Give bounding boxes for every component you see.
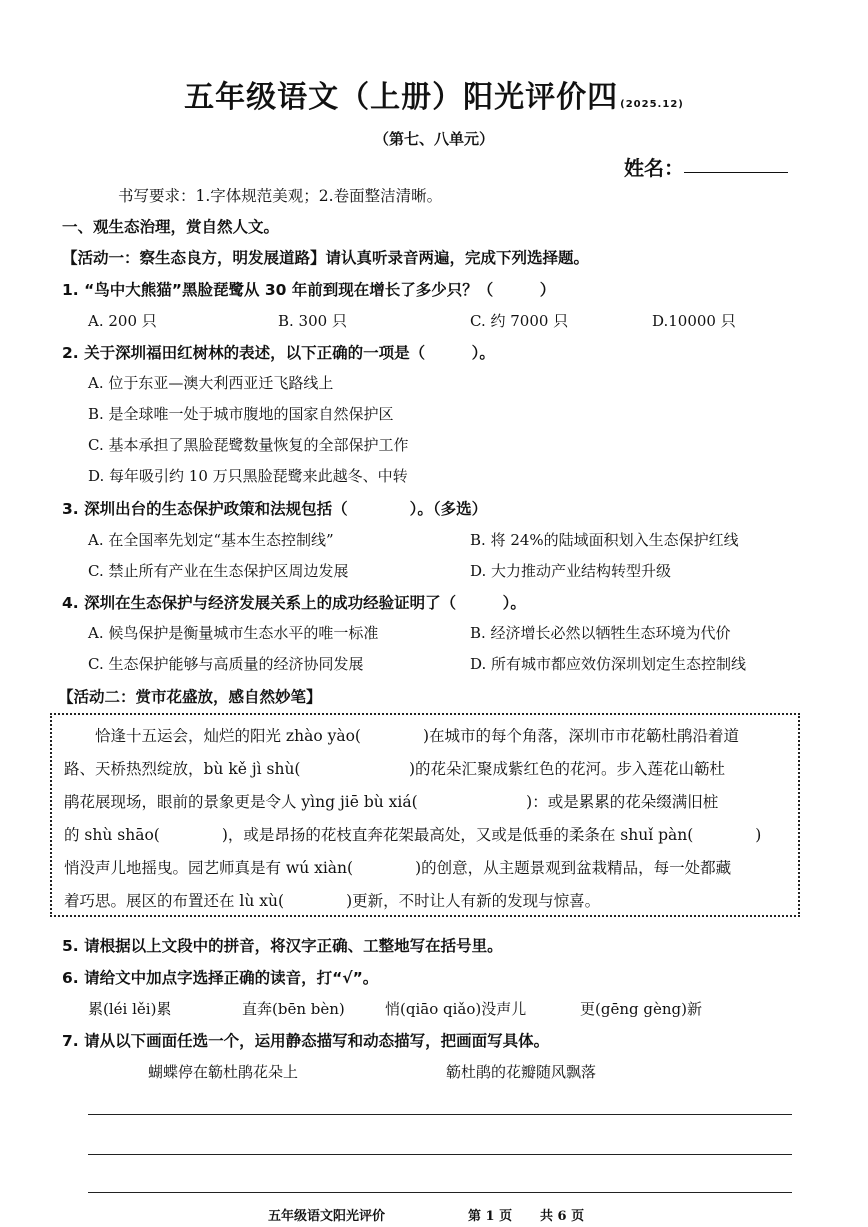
q6-item-2[interactable]: 直奔(bēn bèn): [242, 1000, 345, 1018]
q2-option-c[interactable]: C. 基本承担了黑脸琵鹭数量恢复的全部保护工作: [88, 436, 409, 454]
question-1: 1. “鸟中大熊猫”黑脸琵鹭从 30 年前到现在增长了多少只？（ ）: [62, 281, 556, 299]
q4-option-a[interactable]: A. 候鸟保护是衡量城市生态水平的唯一标准: [88, 624, 379, 642]
activity-one-heading: 【活动一：察生态良方，明发展道路】请认真听录音两遍，完成下列选择题。: [62, 249, 590, 267]
question-2: 2. 关于深圳福田红树林的表述，以下正确的一项是（ ）。: [62, 344, 495, 362]
question-4: 4. 深圳在生态保护与经济发展关系上的成功经验证明了（ ）。: [62, 594, 526, 612]
name-label: 姓名：: [624, 156, 684, 180]
q6-item-4[interactable]: 更(gēng gèng)新: [580, 1000, 702, 1018]
passage-line: 悄没声儿地摇曳。园艺师真是有 wú xiàn( )的创意，从主题景观到盆栽精品，每一处都藏: [64, 859, 732, 877]
title-text: 五年级语文（上册）阳光评价四: [184, 80, 619, 115]
q6-item-1[interactable]: 累(léi lěi)累: [88, 1000, 172, 1018]
q2-option-d[interactable]: D. 每年吸引约 10 万只黑脸琵鹭来此越冬、中转: [88, 467, 408, 485]
q1-option-d[interactable]: D.10000 只: [652, 312, 736, 330]
passage-line: 着巧思。展区的布置还在 lù xù( )更新，不时让人有新的发现与惊喜。: [64, 892, 601, 910]
q7-choice-1: 蝴蝶停在簕杜鹃花朵上: [148, 1063, 299, 1081]
passage-line: 的 shù shāo( )，或是昂扬的花枝直奔花架最高处，又或是低垂的柔条在 shuǐ pàn( ): [64, 826, 762, 844]
activity-two-heading: 【活动二：赏市花盛放，感自然妙笔】: [58, 688, 322, 706]
passage-line: 恰逢十五运会，灿烂的阳光 zhào yào( )在城市的每个角落，深圳市市花簕杜鹃沿着道: [64, 727, 740, 745]
question-3: 3. 深圳出台的生态保护政策和法规包括（ ）。（多选）: [62, 500, 488, 518]
exam-date: (2025.12): [620, 99, 684, 110]
answer-line[interactable]: [88, 1114, 792, 1115]
q1-option-c[interactable]: C. 约 7000 只: [470, 312, 569, 330]
q3-option-b[interactable]: B. 将 24%的陆域面积划入生态保护红线: [470, 531, 739, 549]
q2-option-b[interactable]: B. 是全球唯一处于城市腹地的国家自然保护区: [88, 405, 394, 423]
q6-item-3[interactable]: 悄(qiāo qiǎo)没声儿: [385, 1000, 527, 1018]
footer-page-number: 第 1 页: [468, 1209, 513, 1224]
q4-option-c[interactable]: C. 生态保护能够与高质量的经济协同发展: [88, 655, 364, 673]
writing-requirements: 书写要求：1.字体规范美观；2.卷面整洁清晰。: [118, 187, 443, 205]
footer-title: 五年级语文阳光评价: [268, 1209, 386, 1224]
q1-option-a[interactable]: A. 200 只: [88, 312, 157, 330]
answer-line[interactable]: [88, 1154, 792, 1155]
q2-option-a[interactable]: A. 位于东亚—澳大利西亚迁飞路线上: [88, 374, 334, 392]
q7-choice-2: 簕杜鹃的花瓣随风飘落: [446, 1063, 597, 1081]
q3-option-c[interactable]: C. 禁止所有产业在生态保护区周边发展: [88, 562, 349, 580]
question-6: 6. 请给文中加点字选择正确的读音，打“√”。: [62, 969, 379, 987]
subtitle: （第七、八单元）: [373, 130, 494, 148]
passage-line: 鹃花展现场，眼前的景象更是令人 yìng jiē bù xiá( )：或是累累的花朵缀满旧桩: [64, 793, 719, 811]
question-7: 7. 请从以下画面任选一个，运用静态描写和动态描写，把画面写具体。: [62, 1032, 550, 1050]
footer-page-total: 共 6 页: [540, 1209, 585, 1224]
answer-line[interactable]: [88, 1192, 792, 1193]
q3-option-d[interactable]: D. 大力推动产业结构转型升级: [470, 562, 672, 580]
section-heading: 一、观生态治理，赏自然人文。: [62, 218, 280, 236]
q1-option-b[interactable]: B. 300 只: [278, 312, 347, 330]
q3-option-a[interactable]: A. 在全国率先划定“基本生态控制线”: [88, 531, 334, 549]
q4-option-b[interactable]: B. 经济增长必然以牺牲生态环境为代价: [470, 624, 731, 642]
name-field[interactable]: [684, 172, 788, 173]
question-5: 5. 请根据以上文段中的拼音，将汉字正确、工整地写在括号里。: [62, 937, 503, 955]
page-title: [0, 72, 868, 116]
passage-line: 路、天桥热烈绽放，bù kě jì shù( )的花朵汇聚成紫红色的花河。步入莲花山簕杜: [64, 760, 726, 778]
q4-option-d[interactable]: D. 所有城市都应效仿深圳划定生态控制线: [470, 655, 747, 673]
